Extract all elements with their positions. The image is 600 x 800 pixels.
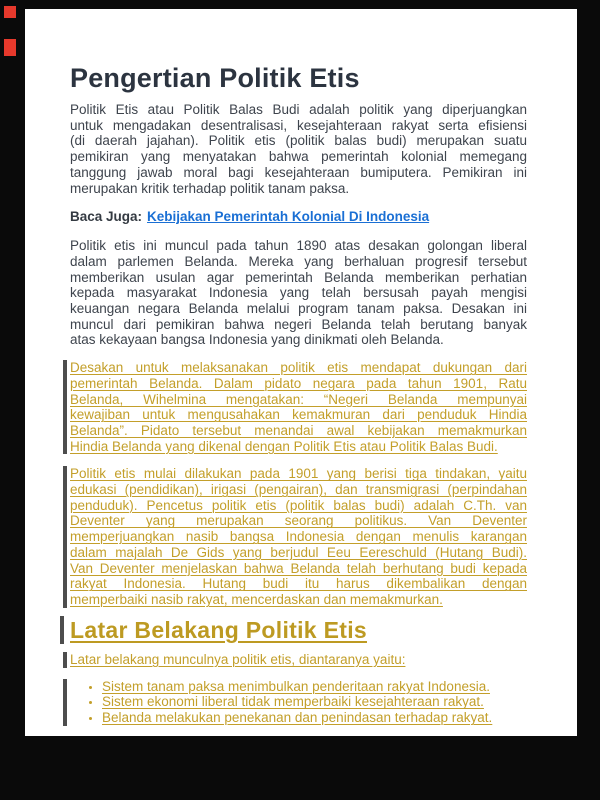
text-line: memperbaiki nasib rakyat, mencerdaskan dan memakmurkan. [70, 591, 443, 607]
section-intro: Latar belakang munculnya politik etis, diantaranya yaitu: [63, 652, 527, 668]
read-also-link[interactable]: Kebijakan Pemerintah Kolonial Di Indonesia [147, 209, 430, 225]
text-line: memberikan usulan agar pemerintah Belanda memberikan perhatian [70, 269, 527, 285]
text-line: Politik Etis atau Politik Balas Budi adalah politik yang diperjuangkan [70, 102, 527, 117]
section-heading: Latar Belakang Politik Etis [60, 616, 527, 644]
read-also-label: Baca Juga: [70, 209, 143, 225]
text-line: (di daerah jajahan). Politik etis (politik balas budi) merupakan suatu [70, 133, 527, 149]
highlighted-quote-speech [63, 360, 527, 454]
text-line: tanggung jawab moral bagi kesejahteraan bumiputera. Pemikiran ini [70, 164, 527, 180]
red-annotation-mark-1 [4, 6, 16, 18]
text-line: Belanda, Wihelmina mengatakan: “Negeri Belanda mempunyai [70, 391, 527, 407]
text-line: merupakan kritik terhadap politik tanam paksa. [70, 180, 350, 196]
text-line: Desakan untuk melaksanakan politik etis mendapat dukungan dari [70, 360, 527, 376]
text-line: pemikiran yang menyatakan bahwa pemerintah kolonial memegang [70, 149, 527, 165]
text-line: memperjuangkan nasib bangsa Indonesia dengan menulis karangan [70, 529, 527, 545]
read-also-row [70, 208, 527, 225]
text-line: Van Deventer menjelaskan bahwa Belanda telah berhutang budi kepada [70, 560, 527, 576]
highlighted-quote-actions [63, 466, 527, 607]
text-line: Belanda”. Pidato tersebut menandai awal kebijakan memakmurkan [70, 422, 527, 438]
red-annotation-mark-2 [4, 39, 16, 56]
text-line: dalam parlemen Belanda. Mereka yang berhaluan progresif tersebut [70, 253, 527, 269]
paragraph-definition [70, 102, 527, 196]
text-line: Deventer yang merupakan seorang politikus. Van Deventer [70, 513, 527, 529]
text-line: dalam majalah De Gids yang berjudul Eeu Eereschuld (Hutang Budi). [70, 544, 527, 560]
document-page [25, 9, 577, 736]
bullet-list-block [63, 679, 527, 726]
list-item: • Sistem ekonomi liberal tidak memperbaiki kesejahteraan rakyat. [102, 694, 527, 710]
text-line: muncul dari pemikiran bahwa negeri Belanda telah berutang banyak [70, 316, 527, 332]
text-line: pemerintah Belanda. Dalam pidato negara pada tahun 1901, Ratu [70, 375, 527, 391]
bullet-list [70, 679, 527, 726]
page-title: Pengertian Politik Etis [70, 63, 360, 93]
document-content [25, 9, 577, 726]
text-line: Politik etis mulai dilakukan pada 1901 yang berisi tiga tindakan, yaitu [70, 466, 527, 482]
list-item: • Sistem tanam paksa menimbulkan penderitaan rakyat Indonesia. [102, 679, 527, 695]
list-item: • Belanda melakukan penekanan dan penindasan terhadap rakyat. [102, 710, 527, 726]
text-line: kepada masyarakat Indonesia yang telah bersusah payah mengisi [70, 285, 527, 301]
text-line: kewajiban untuk mengusahakan kemakmuran dari penduduk Hindia [70, 407, 527, 423]
paragraph-history [70, 238, 527, 348]
text-line: keuangan negara Belanda melalui program tanam paksa. Desakan ini [70, 301, 527, 317]
text-line: edukasi (pendidikan), irigasi (pengairan), dan transmigrasi (perpindahan [70, 482, 527, 498]
text-line: rakyat Indonesia. Hutang budi itu harus dikembalikan dengan [70, 576, 527, 592]
text-line: untuk mengadakan desentralisasi, kesejahteraan rakyat serta efisiensi [70, 117, 527, 133]
text-line: penduduk). Pencetus politik etis (politik balas budi) adalah C.Th. van [70, 497, 527, 513]
text-line: Politik etis ini muncul pada tahun 1890 atas desakan golongan liberal [70, 238, 527, 254]
text-line: atas kekayaan bangsa Indonesia yang dinikmati oleh Belanda. [70, 332, 444, 348]
text-line: Hindia Belanda yang dikenal dengan Politik Etis atau Politik Balas Budi. [70, 438, 498, 454]
